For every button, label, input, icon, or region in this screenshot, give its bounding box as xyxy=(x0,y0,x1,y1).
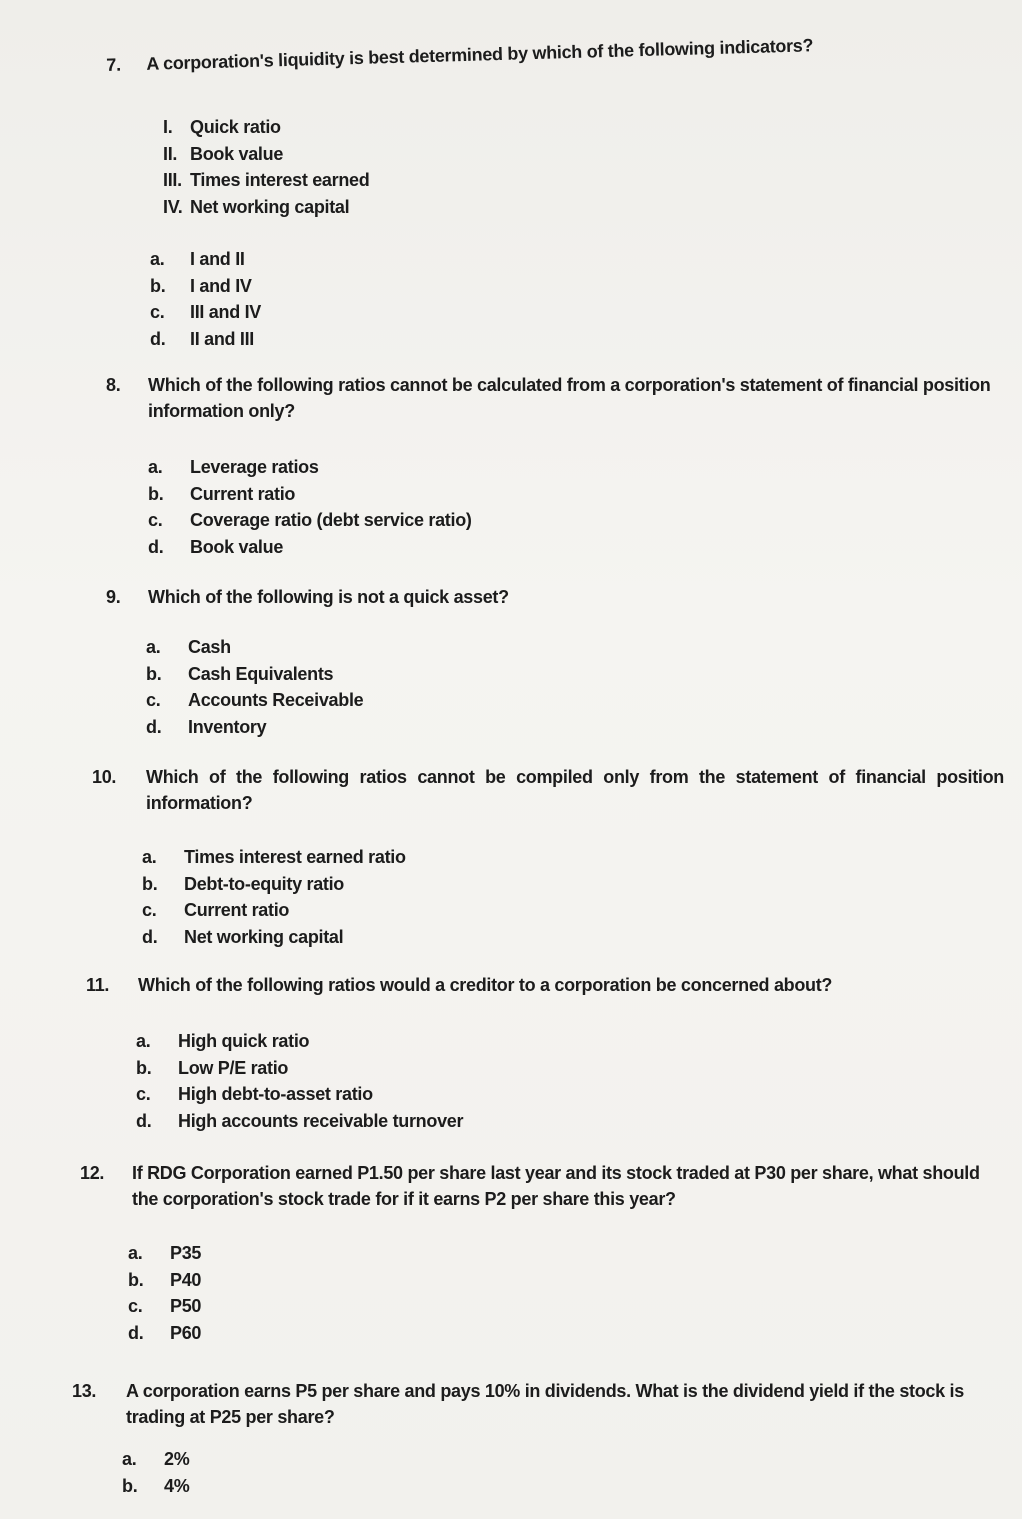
question-12-options xyxy=(128,1240,428,1346)
option-text: P50 xyxy=(170,1296,202,1316)
option-text: Net working capital xyxy=(184,926,344,947)
option-label: b. xyxy=(146,663,162,684)
option-label: a. xyxy=(148,457,163,477)
answer-option[interactable] xyxy=(148,534,568,561)
answer-option[interactable] xyxy=(146,714,566,741)
answer-option[interactable] xyxy=(128,1267,428,1294)
option-label: c. xyxy=(128,1296,143,1316)
option-text: Current ratio xyxy=(190,483,296,504)
question-number: 11. xyxy=(86,975,110,995)
option-text: Leverage ratios xyxy=(190,457,319,477)
option-text: 2% xyxy=(164,1449,190,1469)
item-text: Times interest earned xyxy=(190,170,370,190)
option-text: Accounts Receivable xyxy=(188,690,364,710)
list-item xyxy=(163,167,423,194)
answer-option[interactable] xyxy=(148,507,568,534)
question-text: Which of the following ratios would a creditor to a corporation be concerned about? xyxy=(138,975,833,995)
item-label: III. xyxy=(163,170,182,190)
question-8-options xyxy=(148,454,568,560)
option-label: d. xyxy=(150,328,166,349)
option-label: b. xyxy=(128,1269,144,1290)
option-text: High quick ratio xyxy=(178,1031,310,1051)
option-label: b. xyxy=(136,1057,152,1078)
option-text: Cash xyxy=(188,637,231,657)
answer-option[interactable] xyxy=(142,871,562,898)
question-13-options xyxy=(122,1446,422,1499)
answer-option[interactable] xyxy=(128,1240,428,1267)
option-text: II and III xyxy=(190,328,255,349)
option-label: b. xyxy=(122,1475,138,1496)
answer-option[interactable] xyxy=(150,326,410,353)
item-label: II. xyxy=(163,143,178,164)
answer-option[interactable] xyxy=(136,1028,556,1055)
question-number: 8. xyxy=(106,375,121,395)
answer-option[interactable] xyxy=(150,246,410,273)
option-text: Low P/E ratio xyxy=(178,1057,289,1078)
answer-option[interactable] xyxy=(146,687,566,714)
item-text: Net working capital xyxy=(190,196,350,217)
option-label: d. xyxy=(136,1110,152,1131)
option-text: Book value xyxy=(190,536,284,557)
question-text: If RDG Corporation earned P1.50 per share last year and its stock traded at P30 per share, what should the corporation's stock trade for if it earns P2 per share this year? xyxy=(132,1163,980,1209)
option-text: High debt-to-asset ratio xyxy=(178,1084,373,1104)
answer-option[interactable] xyxy=(136,1108,556,1135)
item-text: Quick ratio xyxy=(190,117,281,137)
answer-option[interactable] xyxy=(142,897,562,924)
option-text: Cash Equivalents xyxy=(188,663,334,684)
option-label: a. xyxy=(142,847,157,867)
option-label: a. xyxy=(150,249,165,269)
option-label: d. xyxy=(146,716,162,737)
question-7-options xyxy=(150,246,410,352)
option-label: c. xyxy=(148,510,163,530)
list-item xyxy=(163,114,423,141)
item-label: IV. xyxy=(163,196,183,217)
option-text: Inventory xyxy=(188,716,267,737)
question-9-options xyxy=(146,634,566,740)
option-label: d. xyxy=(128,1322,144,1343)
list-item xyxy=(163,194,423,221)
question-7-items xyxy=(163,114,423,220)
question-number: 7. xyxy=(106,54,122,75)
answer-option[interactable] xyxy=(142,844,562,871)
question-number: 9. xyxy=(106,587,121,607)
option-label: d. xyxy=(142,926,158,947)
option-text: III and IV xyxy=(190,302,262,322)
option-text: High accounts receivable turnover xyxy=(178,1110,464,1131)
option-label: a. xyxy=(122,1449,137,1469)
option-label: a. xyxy=(146,637,161,657)
question-text: Which of the following ratios cannot be compiled only from the statement of financial position information? xyxy=(146,767,1004,813)
option-text: P60 xyxy=(170,1322,202,1343)
question-text: A corporation earns P5 per share and pays 10% in dividends. What is the dividend yield if the stock is trading at P25 per share? xyxy=(126,1381,964,1427)
option-text: P35 xyxy=(170,1243,202,1263)
option-text: I and II xyxy=(190,249,245,269)
option-text: P40 xyxy=(170,1269,202,1290)
question-text: Which of the following is not a quick asset? xyxy=(148,587,509,607)
option-label: c. xyxy=(146,690,161,710)
question-7 xyxy=(106,32,826,75)
option-label: b. xyxy=(142,873,158,894)
answer-option[interactable] xyxy=(142,924,562,951)
answer-option[interactable] xyxy=(148,454,568,481)
question-number: 10. xyxy=(92,767,117,787)
answer-option[interactable] xyxy=(128,1320,428,1347)
question-11-options xyxy=(136,1028,556,1134)
item-label: I. xyxy=(163,117,173,137)
answer-option[interactable] xyxy=(148,481,568,508)
question-text: Which of the following ratios cannot be calculated from a corporation's statement of financial position information only? xyxy=(148,375,991,421)
question-number: 12. xyxy=(80,1163,105,1183)
option-text: Times interest earned ratio xyxy=(184,847,406,867)
answer-option[interactable] xyxy=(122,1473,422,1500)
option-text: Coverage ratio (debt service ratio) xyxy=(190,510,472,530)
option-label: a. xyxy=(128,1243,143,1263)
option-label: c. xyxy=(142,900,157,920)
option-label: c. xyxy=(150,302,165,322)
option-text: Current ratio xyxy=(184,900,290,920)
option-label: b. xyxy=(148,483,164,504)
question-number: 13. xyxy=(72,1381,97,1401)
item-text: Book value xyxy=(190,143,284,164)
list-item xyxy=(163,141,423,168)
answer-option[interactable] xyxy=(122,1446,422,1473)
option-text: I and IV xyxy=(190,275,252,296)
option-label: d. xyxy=(148,536,164,557)
answer-option[interactable] xyxy=(150,299,410,326)
option-text: 4% xyxy=(164,1475,190,1496)
option-label: c. xyxy=(136,1084,151,1104)
answer-option[interactable] xyxy=(136,1081,556,1108)
option-label: b. xyxy=(150,275,166,296)
option-label: a. xyxy=(136,1031,151,1051)
option-text: Debt-to-equity ratio xyxy=(184,873,344,894)
answer-option[interactable] xyxy=(150,273,410,300)
answer-option[interactable] xyxy=(136,1055,556,1082)
answer-option[interactable] xyxy=(146,661,566,688)
question-10-options xyxy=(142,844,562,950)
answer-option[interactable] xyxy=(128,1293,428,1320)
answer-option[interactable] xyxy=(146,634,566,661)
question-text: A corporation's liquidity is best determined by which of the following indicators? xyxy=(146,35,814,74)
